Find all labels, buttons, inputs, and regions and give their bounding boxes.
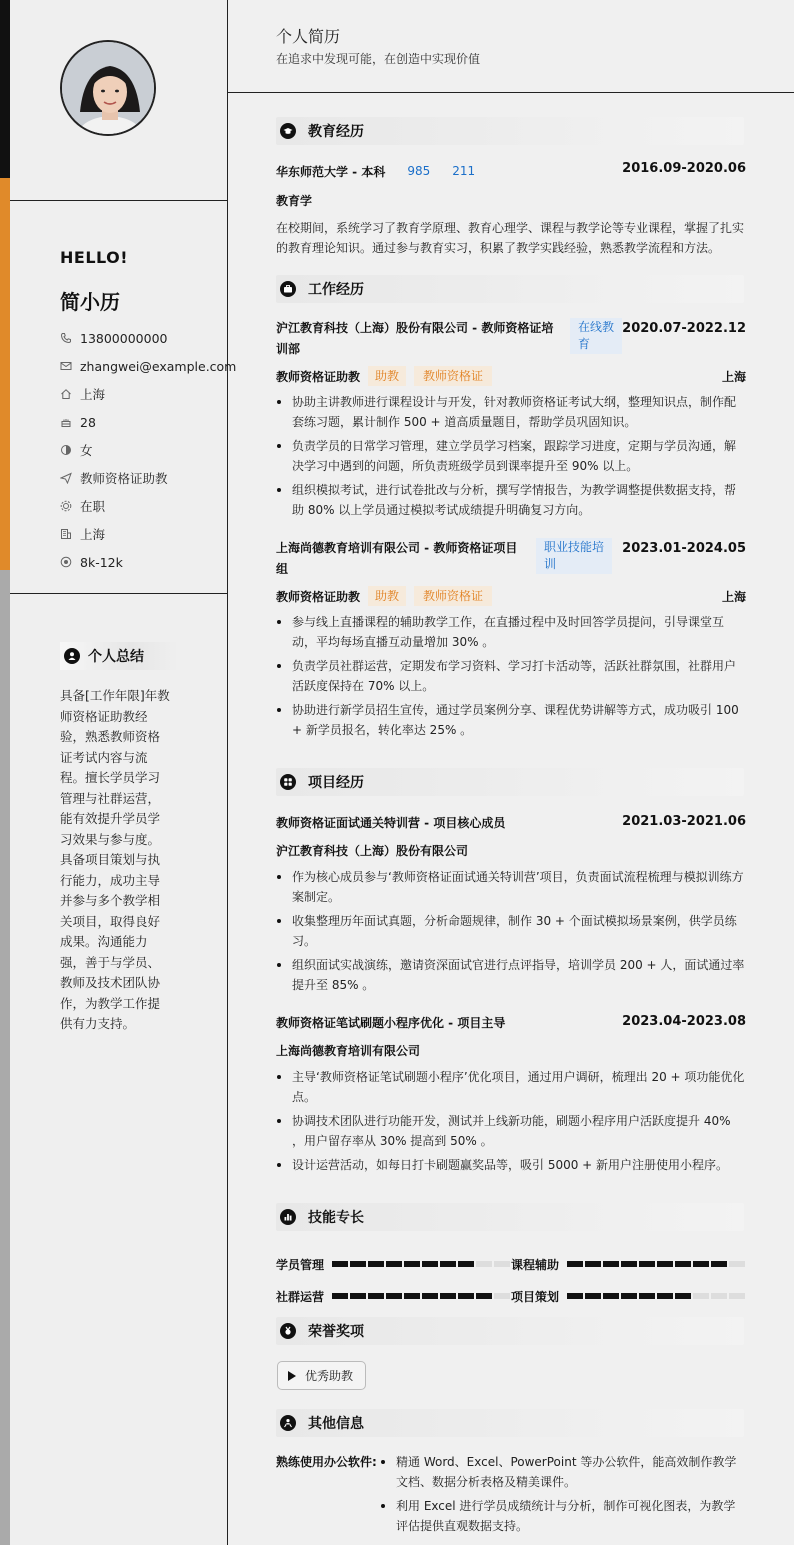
list-item: 组织模拟考试，进行试卷批改与分析，撰写学情报告，为教学调整提供数据支持，帮助 80% 以上学员通过模拟考试成绩提升明确复习方向。	[276, 480, 746, 520]
awards-title: 荣誉奖项	[308, 1324, 364, 1340]
skill-name: 项目策划	[511, 1289, 560, 1304]
project-date: 2021.03-2021.06	[622, 814, 746, 829]
summary-title: 个人总结	[88, 649, 144, 665]
info-text: 上海	[80, 387, 106, 402]
list-item: 组织面试实战演练，邀请资深面试官进行点评指导，培训学员 200 + 人，面试通过率提升至 85% 。	[276, 955, 746, 995]
industry-tag: 在线教育	[570, 318, 622, 354]
phone-icon	[60, 332, 72, 344]
list-item: 利用 Excel 进行学员成绩统计与分析，制作可视化图表，为教学评估提供直观数据支持。	[380, 1496, 746, 1536]
skill-item	[511, 1256, 746, 1273]
send-icon	[60, 472, 72, 484]
skill-segment	[585, 1261, 601, 1267]
job-entry	[276, 318, 746, 524]
skill-name: 学员管理	[276, 1257, 325, 1272]
work-title: 工作经历	[308, 282, 364, 298]
page-title: 个人简历	[276, 27, 341, 46]
person-name: 简小历	[60, 290, 120, 314]
user-icon	[64, 648, 80, 664]
play-icon	[288, 1371, 296, 1381]
skill-segment	[639, 1293, 655, 1299]
info-text: 28	[80, 414, 96, 430]
work-section-header	[276, 275, 744, 303]
skill-segment	[440, 1293, 456, 1299]
skill-segment	[603, 1261, 619, 1267]
skill-segment	[657, 1293, 673, 1299]
tag-211: 211	[452, 164, 476, 178]
role-tag: 助教	[368, 366, 406, 386]
other-title: 其他信息	[308, 1416, 364, 1432]
info-text: 8k-12k	[80, 554, 123, 570]
medal-icon	[280, 1323, 296, 1339]
skill-item	[276, 1256, 511, 1273]
skill-segment	[404, 1293, 420, 1299]
list-item: 协助主讲教师进行课程设计与开发，针对教师资格证考试大纲，整理知识点，制作配套练习题，累计制作 500 + 道高质量题目，帮助学员巩固知识。	[276, 392, 746, 432]
skill-name: 课程辅助	[511, 1257, 560, 1272]
skill-segment	[350, 1261, 366, 1267]
skill-segment	[368, 1261, 384, 1267]
skill-segment	[693, 1261, 709, 1267]
briefcase-icon	[280, 281, 296, 297]
school-name: 华东师范大学 - 本科	[276, 164, 386, 179]
list-item: 参与线上直播课程的辅助教学工作，在直播过程中及时回答学员提问，引导课堂互动，平均每场直播互动量增加 30% 。	[276, 612, 746, 652]
info-text: 13800000000	[80, 330, 168, 346]
project-date: 2023.04-2023.08	[622, 1014, 746, 1029]
skill-segment	[729, 1293, 745, 1299]
info-text: 上海	[80, 527, 106, 542]
job-duties	[276, 612, 746, 740]
other-items	[380, 1452, 746, 1540]
skill-segment	[422, 1261, 438, 1267]
job-city: 上海	[721, 589, 746, 604]
info-phone	[60, 324, 228, 352]
skills-title: 技能专长	[308, 1210, 364, 1226]
avatar-portrait-icon	[62, 42, 156, 136]
skill-segment	[332, 1293, 348, 1299]
info-email	[60, 352, 237, 380]
info-status	[60, 492, 228, 520]
building-icon	[60, 528, 72, 540]
info-location	[60, 380, 228, 408]
job-role: 教师资格证助教	[276, 369, 361, 384]
skill-segment	[494, 1293, 510, 1299]
skill-level-bar	[332, 1261, 510, 1267]
role-tag: 教师资格证	[414, 366, 492, 386]
grid-icon	[280, 774, 296, 790]
summary-text: 具备[工作年限]年教师资格证助教经验，熟悉教师资格证考试内容与流程。擅长学员学习管理与社群运营，能有效提升学员学习效果与参与度。具备项目策划与执行能力，成功主导并参与多个教学相关项目，取得良好成果。沟通能力强，善于与学员、教师及技术团队协作，为教学工作提供有力支持。	[60, 688, 170, 1031]
projects-title: 项目经历	[308, 775, 364, 791]
skill-segment	[603, 1293, 619, 1299]
skill-segment	[458, 1293, 474, 1299]
hello-heading: HELLO!	[60, 248, 129, 267]
sidebar-stripe-black	[0, 0, 10, 178]
info-position	[60, 464, 228, 492]
skill-item	[511, 1288, 746, 1305]
person-group-icon	[280, 1415, 296, 1431]
tag-985: 985	[407, 164, 431, 178]
sidebar-divider	[10, 200, 227, 201]
gender-icon	[60, 444, 72, 456]
list-item: 负责学员的日常学习管理，建立学员学习档案，跟踪学习进度，定期与学员沟通，解决学习中遇到的问题，所负责班级学员到课率提升至 90% 以上。	[276, 436, 746, 476]
skill-segment	[386, 1261, 402, 1267]
skill-segment	[639, 1261, 655, 1267]
project-entry	[276, 814, 746, 999]
role-tag: 助教	[368, 586, 406, 606]
info-salary	[60, 548, 228, 576]
job-city: 上海	[721, 369, 746, 384]
other-info	[276, 1452, 746, 1540]
education-title: 教育经历	[308, 124, 364, 140]
list-item: 负责学员社群运营，定期发布学习资料、学习打卡活动等，活跃社群氛围，社群用户活跃度保持在 70% 以上。	[276, 656, 746, 696]
main-content	[228, 0, 794, 1545]
header-divider	[228, 92, 794, 93]
role-tag: 教师资格证	[414, 586, 492, 606]
education-entry	[276, 161, 746, 258]
skill-segment	[711, 1261, 727, 1267]
company-name: 上海尚德教育培训有限公司 - 教师资格证项目组	[276, 541, 518, 576]
info-text: 教师资格证助教	[80, 471, 168, 486]
skill-segment	[422, 1293, 438, 1299]
skill-segment	[476, 1261, 492, 1267]
bar-chart-icon	[280, 1209, 296, 1225]
skill-segment	[494, 1261, 510, 1267]
list-item: 收集整理历年面试真题，分析命题规律，制作 30 + 个面试模拟场景案例，供学员练习。	[276, 911, 746, 951]
project-duties	[276, 867, 746, 995]
sidebar-divider	[10, 593, 227, 594]
summary-section-header	[60, 642, 178, 670]
page-subtitle: 在追求中发现可能，在创造中实现价值	[276, 52, 481, 66]
info-city	[60, 520, 228, 548]
info-gender	[60, 436, 228, 464]
mail-icon	[60, 360, 72, 372]
salary-icon	[60, 556, 72, 568]
skill-item	[276, 1288, 511, 1305]
awards-section-header	[276, 1317, 744, 1345]
info-text: 在职	[80, 499, 106, 514]
major: 教育学	[276, 194, 313, 208]
list-item: 主导‘教师资格证笔试刷题小程序’优化项目，通过用户调研，梳理出 20 + 项功能优化点。	[276, 1067, 746, 1107]
status-icon	[60, 500, 72, 512]
sidebar-stripe-gray	[0, 570, 10, 1545]
job-date: 2020.07-2022.12	[622, 321, 746, 336]
skill-level-bar	[567, 1293, 745, 1299]
education-description: 在校期间，系统学习了教育学原理、教育心理学、课程与教学论等专业课程，掌握了扎实的教育理论知识。通过参与教育实习，积累了教学实践经验，熟悉教学流程和方法。	[276, 221, 745, 255]
skill-segment	[675, 1261, 691, 1267]
project-duties	[276, 1067, 746, 1175]
info-age	[60, 408, 228, 436]
job-date: 2023.01-2024.05	[622, 541, 746, 556]
list-item: 设计运营活动，如每日打卡刷题赢奖品等，吸引 5000 + 新用户注册使用小程序。	[276, 1155, 746, 1175]
project-name: 教师资格证笔试刷题小程序优化 - 项目主导	[276, 1016, 506, 1030]
company-name: 沪江教育科技（上海）股份有限公司 - 教师资格证培训部	[276, 321, 554, 356]
skills-list	[276, 1248, 746, 1312]
project-org: 沪江教育科技（上海）股份有限公司	[276, 844, 469, 858]
skill-segment	[404, 1261, 420, 1267]
skill-segment	[476, 1293, 492, 1299]
skill-segment	[386, 1293, 402, 1299]
award-item[interactable]	[277, 1361, 366, 1390]
job-role: 教师资格证助教	[276, 589, 361, 604]
skill-segment	[567, 1261, 583, 1267]
cake-icon	[60, 416, 72, 428]
job-duties	[276, 392, 746, 520]
other-label: 熟练使用办公软件:	[276, 1455, 377, 1469]
project-name: 教师资格证面试通关特训营 - 项目核心成员	[276, 816, 506, 830]
skill-segment	[657, 1261, 673, 1267]
skill-segment	[567, 1293, 583, 1299]
list-item: 协调技术团队进行功能开发，测试并上线新功能，刷题小程序用户活跃度提升 40% ，用户留存率从 30% 提高到 50% 。	[276, 1111, 746, 1151]
info-text: 女	[80, 443, 93, 458]
skill-segment	[440, 1261, 456, 1267]
education-section-header	[276, 117, 744, 145]
award-label: 优秀助教	[305, 1369, 354, 1383]
skill-segment	[350, 1293, 366, 1299]
skill-segment	[585, 1293, 601, 1299]
skill-name: 社群运营	[276, 1289, 325, 1304]
skills-section-header	[276, 1203, 744, 1231]
list-item: 作为核心成员参与‘教师资格证面试通关特训营’项目，负责面试流程梳理与模拟训练方案制定。	[276, 867, 746, 907]
skill-segment	[621, 1261, 637, 1267]
sidebar	[0, 0, 237, 1545]
skill-segment	[711, 1293, 727, 1299]
home-icon	[60, 388, 72, 400]
projects-section-header	[276, 768, 744, 796]
job-entry	[276, 538, 746, 744]
project-entry	[276, 1014, 746, 1179]
project-org: 上海尚德教育培训有限公司	[276, 1044, 421, 1058]
info-text: zhangwei@example.com	[80, 358, 237, 374]
skill-segment	[729, 1261, 745, 1267]
contact-info-list	[60, 324, 237, 576]
other-section-header	[276, 1409, 744, 1437]
industry-tag: 职业技能培训	[536, 538, 612, 574]
skill-segment	[621, 1293, 637, 1299]
skill-segment	[458, 1261, 474, 1267]
skill-level-bar	[332, 1293, 510, 1299]
education-date: 2016.09-2020.06	[622, 161, 746, 176]
graduation-cap-icon	[280, 123, 296, 139]
skill-segment	[332, 1261, 348, 1267]
skill-segment	[368, 1293, 384, 1299]
avatar	[60, 40, 156, 136]
skill-level-bar	[567, 1261, 745, 1267]
sidebar-stripe-orange	[0, 178, 10, 570]
skill-segment	[693, 1293, 709, 1299]
skill-segment	[675, 1293, 691, 1299]
list-item: 协助进行新学员招生宣传，通过学员案例分享、课程优势讲解等方式，成功吸引 100 + 新学员报名，转化率达 25% 。	[276, 700, 746, 740]
list-item: 精通 Word、Excel、PowerPoint 等办公软件，能高效制作教学文档、数据分析表格及精美课件。	[380, 1452, 746, 1492]
